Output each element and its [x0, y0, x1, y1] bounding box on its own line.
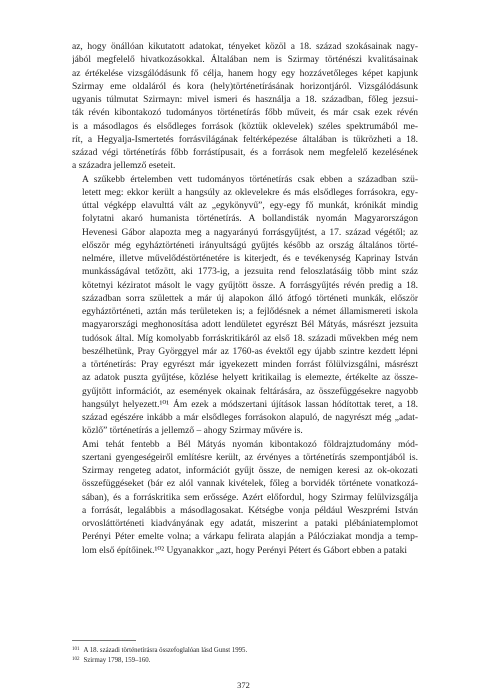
footnote: [72, 655, 418, 665]
paragraph: [72, 41, 418, 174]
text-line: folytatni akaró humanista történetírás. A bollandisták nyomán Magyarországon: [82, 214, 418, 225]
text-line: ugyanis túlmutat Szirmayn: mivel ismeri és használja a 18. században, főleg jezsui-: [72, 95, 418, 105]
text-line: század egészére inkább a már elsődleges forrásokon alapuló, de nagyrészt még „adat-: [82, 413, 418, 423]
text-line: Hevenesi Gábor alapozta meg a nagyarányú forrásgyűjtést, a 17. század végétől; az: [82, 227, 418, 238]
text-line: először még egyháztörténeti irányultságú gyűjtés később az ország általános törté-: [82, 240, 418, 251]
text-line: úttal végképp elavulttá vált az „egykönyvű”, egy-egy fő munkát, krónikát mindig: [82, 201, 418, 211]
text-line: az adatok puszta gyűjtése, közlése helyett kritikailag is elemezte, értékelte az össze-: [82, 373, 418, 384]
page-number: 372: [237, 680, 250, 690]
text-line: Ami tehát fentebb a Bél Mátyás nyomán kibontakozó földrajztudomány mód-: [82, 439, 418, 450]
footnote-number: 102: [72, 657, 80, 662]
text-line: rít, a Hegyalja-Ismertetés forrásvilágának feltérképezése általában is tükrözheti a 18.: [72, 134, 418, 145]
text-line: szertani gyengeségeiről említésre került, az érvényes a történetírás szempontjából is.: [82, 452, 418, 463]
text-line: az, hogy önállóan kikutatott adatokat, tényeket közöl a 18. század szokásainak nagy-: [72, 42, 418, 52]
text-line: század végi történetírás főbb forrástípusait, és a források nem megfelelő kezelésének: [72, 148, 418, 158]
text-line: a forrását, legalábbis a másodlagosakat. Kétségbe vonja például Weszprémi István: [82, 505, 418, 516]
text-line: munkásságával tetőzött, aki 1773-ig, a jezsuita rend feloszlatásáig több mint száz: [82, 267, 418, 278]
text-line: egyháztörténeti, aztán más területeken is; a fejlődésnek a német államismereti iskola: [82, 307, 418, 317]
footnote-number: 101: [72, 647, 80, 652]
text-line: nelmére, illetve művelődéstörténetére is kiterjedt, és e tevékenység Kaprinay István: [82, 254, 418, 264]
footnote: [72, 645, 418, 655]
text-line: magyarországi meghonosítása adott lendületet egyrészt Bél Mátyás, másrészt jezsuita: [82, 320, 418, 331]
body-text: [72, 41, 418, 558]
text-line: jából megfelelő hivatkozásokkal. Általában nem is Szirmay történészi kvalitásainak: [72, 55, 418, 66]
text-line: sában), és a forráskritika sem erőssége. Azért előfordul, hogy Szirmay felülvizsgálja: [82, 492, 418, 503]
paragraph: [72, 439, 418, 558]
text-line: összefüggéseket (bár ez alól vannak kivételek, főleg a borvidék története vonatkozá-: [82, 479, 418, 490]
text-line: Perényi Péter emelte volna; a várkapu felirata alapján a Pálócziakat mondja a temp-: [82, 532, 418, 543]
footnote-separator: [72, 640, 136, 641]
footnote-text: Szirmay 1798, 159–160.: [83, 657, 151, 664]
text-line: tudósok által. Míg komolyabb forráskritikáról az első 18. századi művekben még nem: [82, 333, 418, 344]
text-line: közlő” történetírás a jellemző – ahogy Szirmay művére is.: [82, 426, 303, 437]
footnotes: [72, 645, 418, 665]
text-line: században sorra születtek a már új alapokon álló átfogó történeti munkák, először: [82, 293, 418, 304]
text-line: a történetírás: Pray egyrészt már igyekezett minden forrást fölülvizsgálni, másrészt: [82, 360, 418, 370]
text-line: ták révén kibontakozó tudományos történetírás főbb műveit, és már csak ezek révén: [72, 108, 418, 119]
paragraph: [72, 174, 418, 439]
text-line: a századra jellemző eseteit.: [72, 161, 176, 172]
text-line: kötetnyi kéziratot másolt le vagy gyűjtött össze. A forrásgyűjtés révén predig a 18.: [82, 280, 418, 291]
text-line: A szűkebb értelemben vett tudományos történetírás csak ebben a században szü-: [82, 174, 418, 185]
text-line: orvosláttörténeti kiadványának egy adatát, miszerint a pataki plébániatemplomot: [82, 519, 418, 529]
text-line: az értékelése vizsgálódásunk fő célja, hanem hogy egy hozzávetőleges képet kapjunk: [72, 68, 418, 79]
text-line: letett meg: ekkor került a hangsúly az oklevelekre és más elsődleges forrásokra, egy-: [82, 187, 418, 198]
text-line: is a másodlagos és elsődleges források (köztük oklevelek) széles spektrumából me-: [72, 121, 418, 132]
text-line: gyűjtött információt, az események okainak feltárására, az összefüggésekre nagyobb: [82, 386, 418, 397]
footnote-text: A 18. századi történetírásra összefoglalóan lásd Gunst 1995.: [83, 647, 248, 654]
text-line: hangsúlyt helyezett.¹⁰¹ Ám ezek a módszertani újítások lassan hódítottak teret, a 18.: [82, 399, 418, 410]
text-line: Szirmay eme oldaláról és kora (hely)történetírásának horizontjáról. Vizsgálódásunk: [72, 81, 418, 92]
text-line: Szirmay rengeteg adatot, információt gyűjt össze, de nemigen keresi az ok-okozati: [82, 466, 418, 476]
text-line: lom első építőinek.¹⁰² Ugyanakkor „azt, hogy Perényi Pétert és Gábort ebben a pataki: [82, 545, 408, 556]
text-line: beszélhetünk, Pray Györggyel már az 1760-as évektől egy újabb szintre kezdett lépni: [82, 346, 418, 357]
